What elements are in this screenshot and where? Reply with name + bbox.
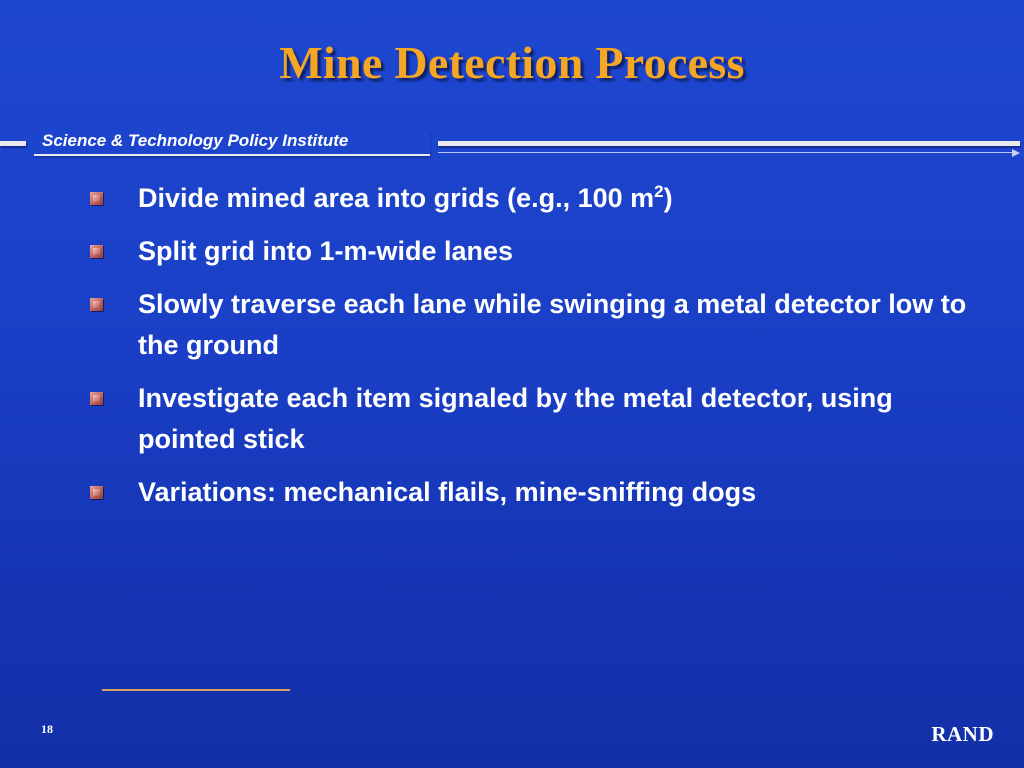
bullet-item [88, 472, 988, 513]
bullet-text: Split grid into 1-m-wide lanes [138, 236, 514, 266]
bullet-text: Slowly traverse each lane while swinging a metal detector low to the ground [138, 289, 967, 360]
bullet-item [88, 284, 988, 366]
bullet-text: Variations: mechanical flails, mine-sniffing dogs [138, 477, 757, 507]
header-institute-name: Science & Technology Policy Institute [42, 131, 349, 150]
header-rule-left [0, 141, 26, 146]
page-number: 18 [41, 722, 53, 736]
bullet-text: Divide mined area into grids (e.g., 100 m [138, 183, 655, 213]
bullet-item [88, 178, 988, 219]
square-bullet-icon [90, 392, 103, 405]
square-bullet-icon [90, 192, 103, 205]
bullet-item [88, 378, 988, 460]
bullet-list [88, 178, 988, 525]
square-bullet-icon [90, 298, 103, 311]
slide-title: Mine Detection Process [279, 37, 745, 88]
footnote-divider [102, 689, 290, 691]
header-rule-right [438, 141, 1020, 146]
header-rule-thin [438, 152, 1018, 153]
bullet-suffix: ) [663, 183, 673, 213]
bullet-text: Investigate each item signaled by the metal detector, using pointed stick [138, 383, 893, 454]
rand-logo: RAND [931, 722, 994, 746]
bullet-superscript: 2 [654, 182, 664, 201]
square-bullet-icon [90, 486, 103, 499]
bullet-item [88, 231, 988, 272]
arrow-right-icon [1012, 149, 1020, 157]
square-bullet-icon [90, 245, 103, 258]
